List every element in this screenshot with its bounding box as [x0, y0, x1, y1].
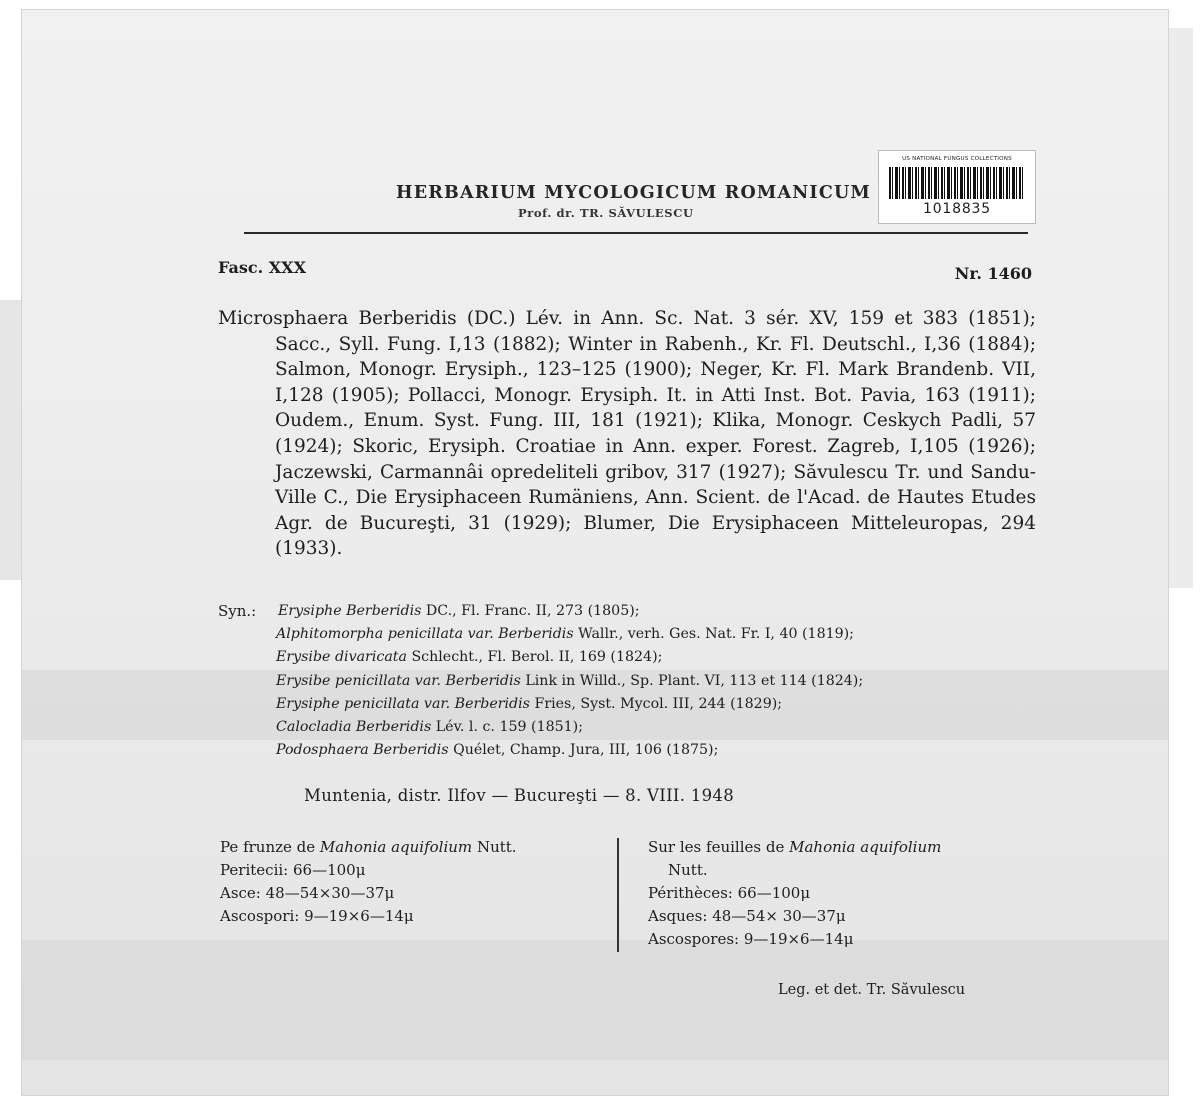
- host-line: Sur les feuilles de Mahonia aquifolium: [648, 838, 942, 856]
- synonym-item: Erysiphe penicillata var. Berberidis Fries, Syst. Mycol. III, 244 (1829);: [276, 695, 783, 712]
- barcode-number: 1018835: [923, 201, 991, 217]
- barcode-institution: US NATIONAL FUNGUS COLLECTIONS: [902, 156, 1012, 162]
- synonym-item: Alphitomorpha penicillata var. Berberidis Wallr., verh. Ges. Nat. Fr. I, 40 (1819);: [276, 626, 854, 643]
- synonyms-list: [276, 600, 1056, 762]
- species-citation: [218, 306, 1036, 562]
- measurement-line: Peritecii: 66—100μ: [220, 861, 366, 879]
- synonym-item: Calocladia Berberidis Lév. l. c. 159 (1851);: [276, 719, 583, 736]
- measurement-line: Ascospores: 9—19×6—14μ: [648, 930, 854, 948]
- measurement-line: Asce: 48—54×30—37μ: [220, 884, 395, 902]
- barcode-icon: [889, 167, 1025, 199]
- header-rule: [244, 232, 1028, 234]
- specimen-number: Nr. 1460: [954, 264, 1032, 283]
- fold-shadow: [22, 940, 1168, 1060]
- collection-locality: Muntenia, distr. Ilfov — Bucureşti — 8. VIII. 1948: [304, 786, 734, 805]
- collector-credit: Leg. et det. Tr. Săvulescu: [778, 982, 966, 998]
- measurement-line: Asques: 48—54× 30—37μ: [648, 907, 846, 925]
- species-name: Microsphaera Berberidis: [218, 308, 457, 329]
- french-description: [648, 836, 1038, 951]
- synonym-item: Erysibe divaricata Schlecht., Fl. Berol. II, 169 (1824);: [276, 649, 663, 666]
- column-divider: [617, 838, 619, 952]
- species-references: in Ann. Sc. Nat. 3 sér. XV, 159 et 383 (1851); Sacc., Syll. Fung. I,13 (1882); Winter in Rabenh., Kr. Fl. Deutschl., I,36 (1884); Salmon, Monogr. Erysiph., 123–125 (1900); Neger, Kr. Fl. Mark Brandenb. VII, I,128 (1905); Pollacci, Monogr. Erysiph. It. in Atti Inst. Bot. Pavia, 163 (1911); Oudem., Enum. Syst. Fung. III, 181 (1921); Klika, Monogr. Ceskych Padli, 57 (1924); Skoric, Erysiph. Croatiae in Ann. exper. Forest. Zagreb, I,105 (1926); Jaczewski, Carmannâi opredeliteli gribov, 317 (1927); Săvulescu Tr. und Sandu-Ville C., Die Erysiphaceen Rumäniens, Ann. Scient. de l'Acad. de Hautes Etudes Agr. de Bucureşti, 31 (1929); Blumer, Die Erysiphaceen Mitteleuropas, 294 (1933).: [275, 308, 1036, 560]
- host-author-line: Nutt.: [668, 861, 708, 879]
- herbarium-title: HERBARIUM MYCOLOGICUM ROMANICUM: [396, 183, 871, 203]
- fascicle-number: Fasc. XXX: [218, 258, 306, 277]
- species-author: (DC.) Lév.: [466, 308, 564, 329]
- synonym-item: Erysibe penicillata var. Berberidis Link in Willd., Sp. Plant. VI, 113 et 114 (1824);: [276, 672, 864, 689]
- synonym-item: Podosphaera Berberidis Quélet, Champ. Jura, III, 106 (1875);: [276, 742, 719, 759]
- herbarium-subtitle: Prof. dr. TR. SĂVULESCU: [518, 206, 694, 220]
- synonyms-label: Syn.:: [218, 602, 257, 620]
- synonym-item: Erysiphe Berberidis DC., Fl. Franc. II, 273 (1805);: [278, 603, 640, 619]
- romanian-description: [220, 836, 600, 928]
- barcode-label: [878, 150, 1036, 224]
- measurement-line: Ascospori: 9—19×6—14μ: [220, 907, 414, 925]
- measurement-line: Périthèces: 66—100μ: [648, 884, 811, 902]
- host-line: Pe frunze de Mahonia aquifolium Nutt.: [220, 838, 517, 856]
